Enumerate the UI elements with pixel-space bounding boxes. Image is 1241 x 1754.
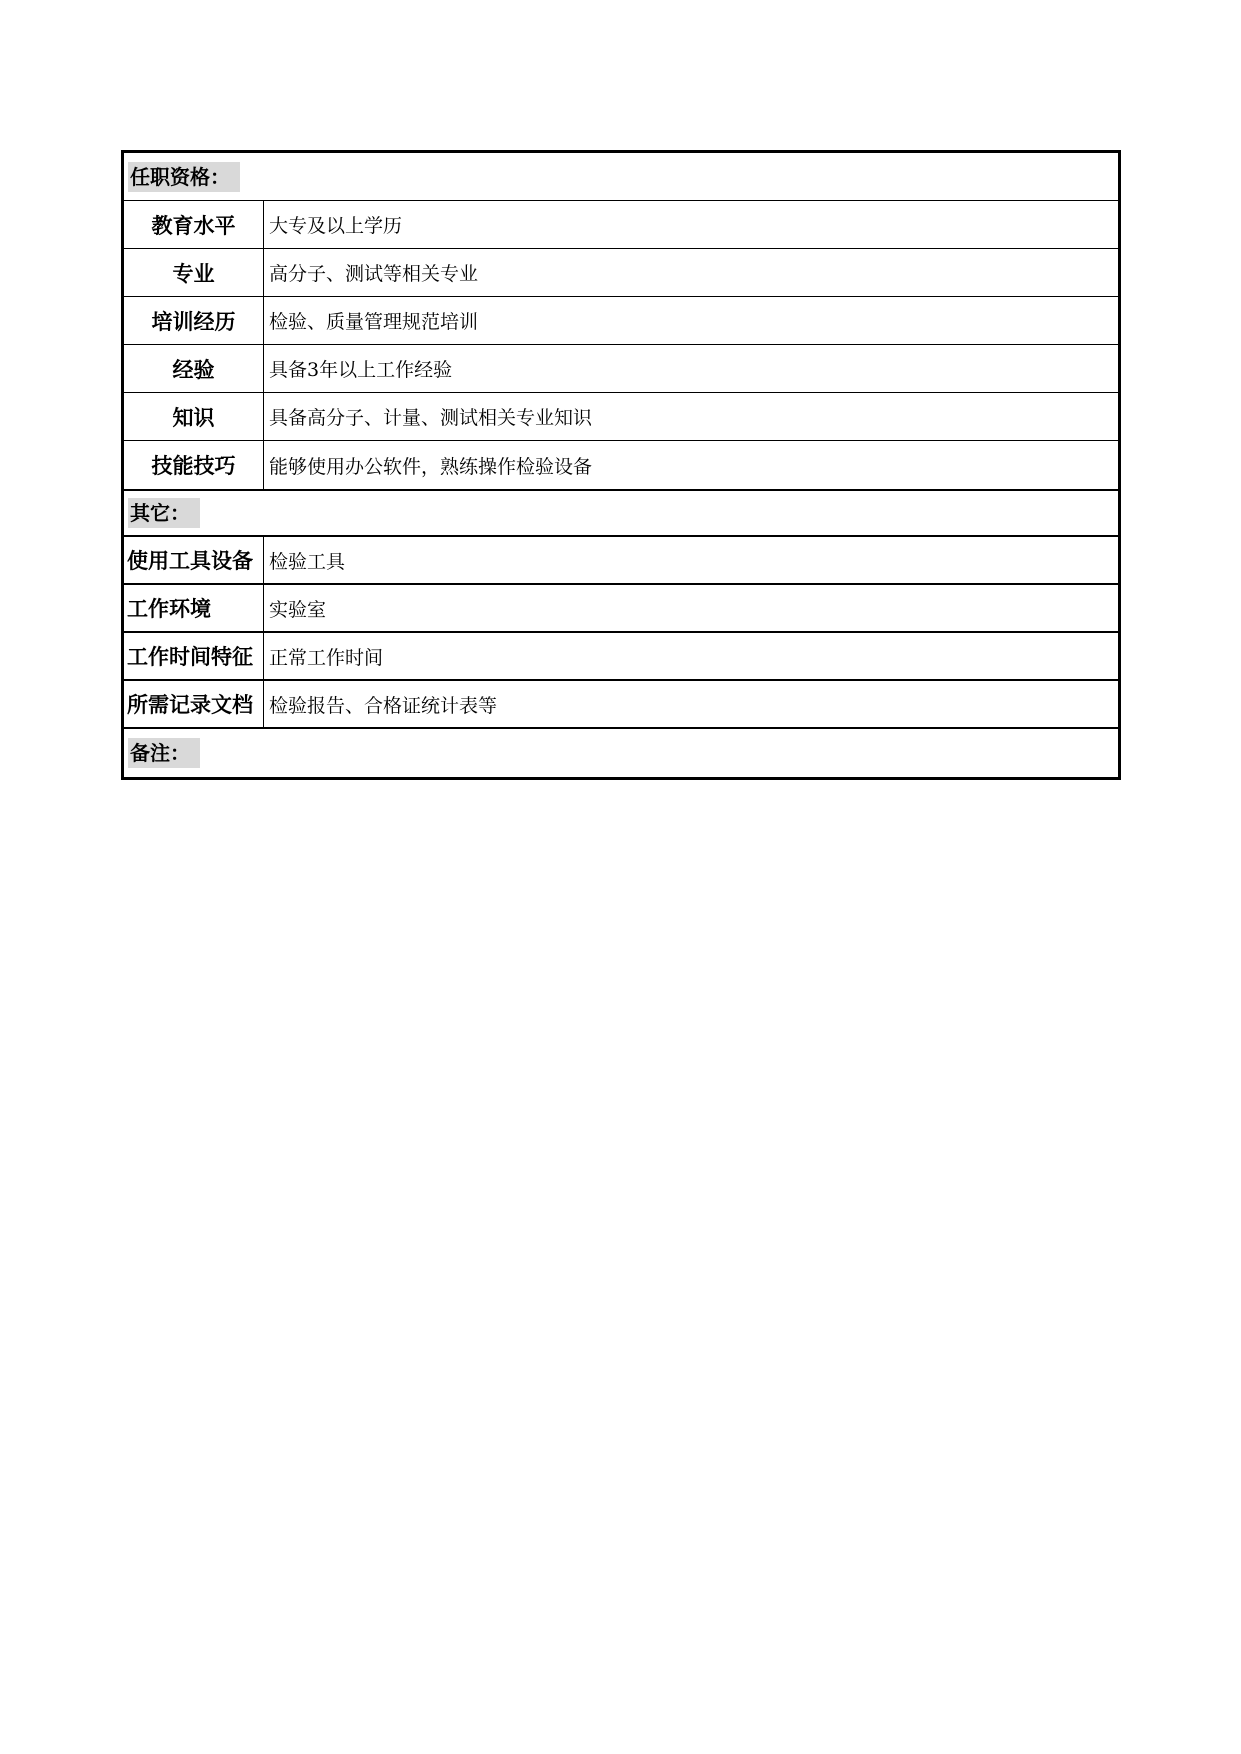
row-value: 检验、质量管理规范培训: [269, 311, 479, 333]
other-header-label: 其它：: [128, 498, 200, 528]
row-label: 使用工具设备: [124, 537, 264, 583]
row-value: 实验室: [269, 598, 327, 621]
job-qualification-table: [121, 150, 1121, 780]
row-label: 知识: [124, 393, 264, 440]
row-label: 培训经历: [124, 297, 264, 344]
row-label: 专业: [124, 249, 264, 296]
row-label: 工作时间特征: [124, 633, 264, 679]
row-value: 检验工具: [269, 550, 346, 573]
table-row-education: [124, 201, 1118, 249]
row-label: 教育水平: [124, 201, 264, 248]
table-row-tools: [124, 537, 1118, 585]
remarks-header: [124, 729, 1118, 777]
other-header: [124, 489, 1118, 537]
row-label: 经验: [124, 345, 264, 392]
row-value: 高分子、测试等相关专业: [269, 263, 479, 285]
qualifications-header: [124, 153, 1118, 201]
row-label: 所需记录文档: [124, 681, 264, 727]
qualifications-header-label: 任职资格：: [128, 162, 240, 192]
table-row-documents: [124, 681, 1118, 729]
row-value: 具备高分子、计量、测试相关专业知识: [269, 407, 593, 429]
table-row-environment: [124, 585, 1118, 633]
row-value: 正常工作时间: [269, 646, 384, 669]
row-value: 能够使用办公软件，熟练操作检验设备: [269, 455, 593, 478]
table-row-work-time: [124, 633, 1118, 681]
table-row-training: [124, 297, 1118, 345]
row-label: 技能技巧: [124, 441, 264, 489]
row-label: 工作环境: [124, 585, 264, 631]
row-value: 检验报告、合格证统计表等: [269, 694, 498, 717]
table-row-skills: [124, 441, 1118, 489]
remarks-header-label: 备注：: [128, 738, 200, 768]
row-value: 具备3年以上工作经验: [269, 359, 453, 381]
table-row-knowledge: [124, 393, 1118, 441]
row-value: 大专及以上学历: [269, 215, 403, 237]
table-row-major: [124, 249, 1118, 297]
table-row-experience: [124, 345, 1118, 393]
